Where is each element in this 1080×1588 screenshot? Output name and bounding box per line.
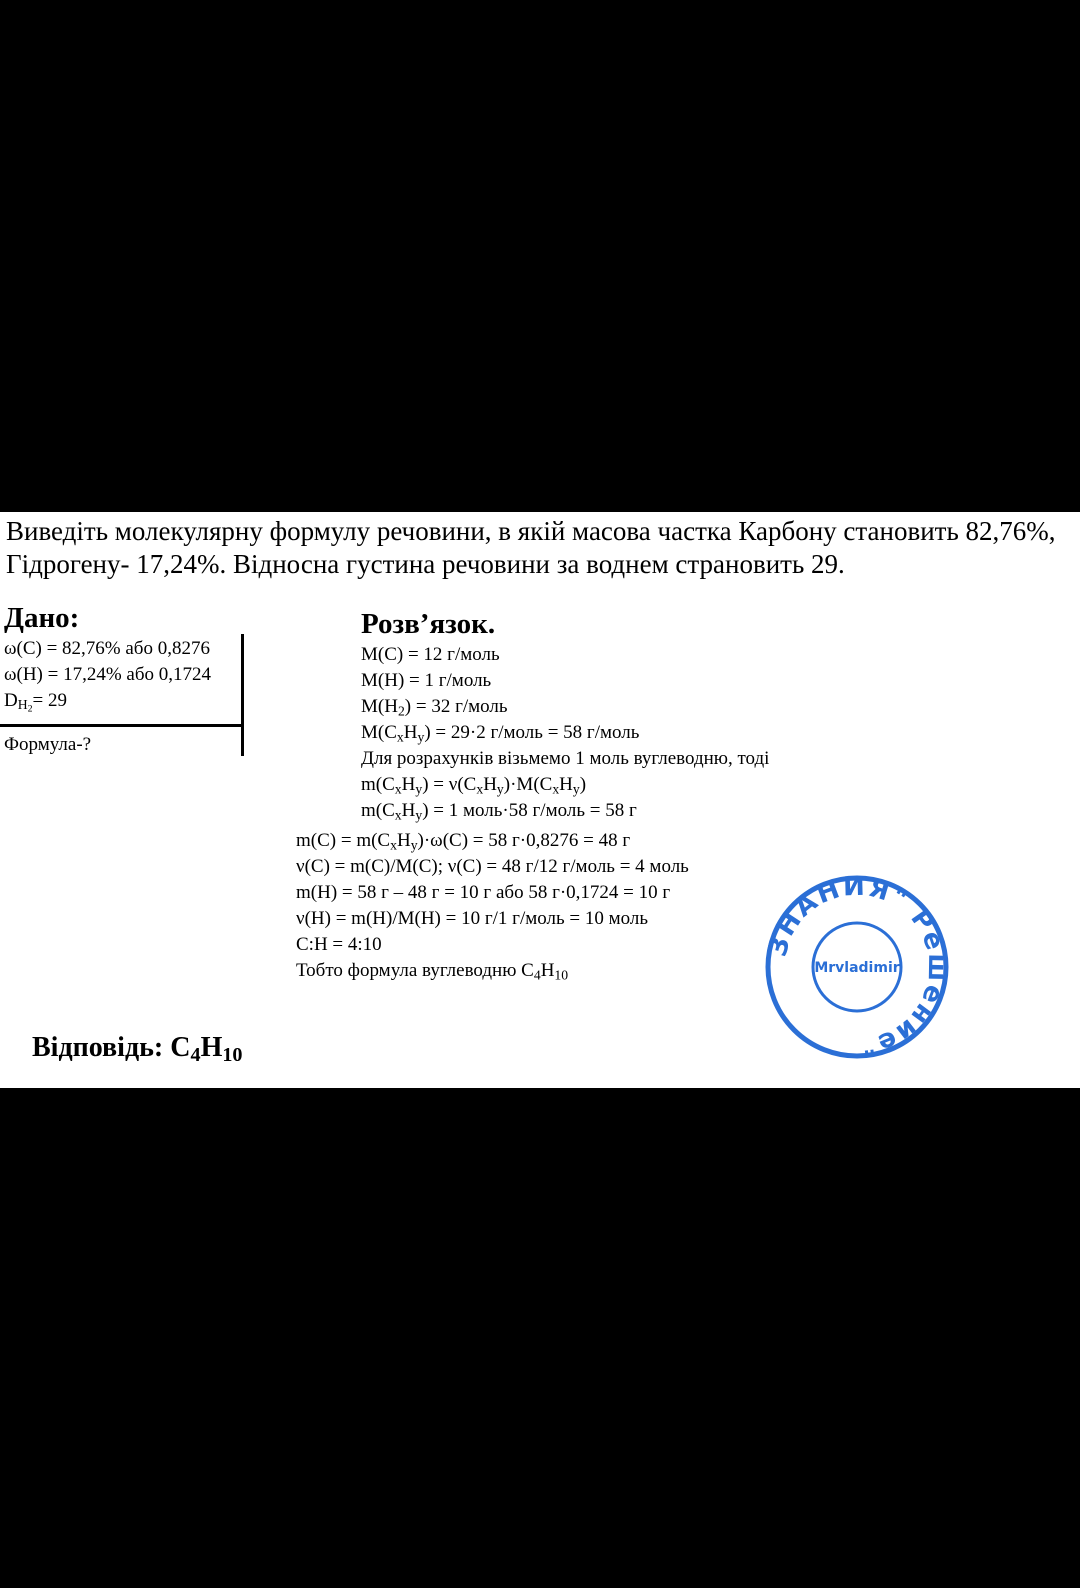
solution-line: $m(C_xH_y) = \nu(C_xH_y)\cdot M(C_xH_y)$ [361,774,587,797]
solution-line: ν(H) = m(H)/M(H) = 10 г/1 г/моль = 10 моль [296,908,649,929]
solution-line: ν(C) = m(C)/M(C); ν(C) = 48 г/12 г/моль = 4 моль [296,856,689,877]
given-horizontal-line [0,724,244,727]
given-vertical-line [241,634,244,756]
solution-line: М(Н) = 1 г/моль [361,670,492,691]
solution-heading: Розв’язок. [361,608,496,640]
solution-line: $М(Н_2) = 32$ г/моль [361,696,508,719]
solution-line: $m(C_xH_y) = 1$ моль·58 г/моль = 58 г [361,800,637,823]
stamp-seal [762,872,952,1062]
solution-sheet [0,512,1080,1088]
solution-line: $М(С_хН_у) = 29\cdot 2$ г/моль = 58 г/моль [361,722,640,745]
problem-line-2: Гідрогену- 17,24%. Відносна густина речовини за воднем страновить 29. [6,549,845,579]
stamp-center-text: Mrvladimir [814,960,900,976]
solution-line: m(H) = 58 г – 48 г = 10 г або 58 г·0,1724 = 10 г [296,882,671,903]
solution-line: $m(C) = m(C_xH_y)\cdot\omega(C) = 58$ г·0,8276 = 48 г [296,830,631,853]
solution-line: Для розрахунків візьмемо 1 моль вуглеводню, тоді [361,748,770,769]
solution-line: C:H = 4:10 [296,934,382,955]
given-find: Формула-? [4,734,92,755]
solution-line: М(С) = 12 г/моль [361,644,500,665]
given-line-1: ω(С) = 82,76% або 0,8276 [4,638,210,659]
given-density: $D_{H_2}= 29$ [4,690,67,715]
given-line-2: ω(Н) = 17,24% або 0,1724 [4,664,212,685]
stamp-arc-text: ЗНАНИЯ" Решение" [762,872,952,1062]
answer: Відповідь: $C_4H_{10}$ [32,1032,243,1067]
solution-line: Тобто формула вуглеводню $C_4H_{10}$ [296,960,569,983]
given-heading: Дано: [4,602,80,634]
problem-line-1: Виведіть молекулярну формулу речовини, в якій масова частка Карбону становить 82,76%, [6,516,1056,546]
